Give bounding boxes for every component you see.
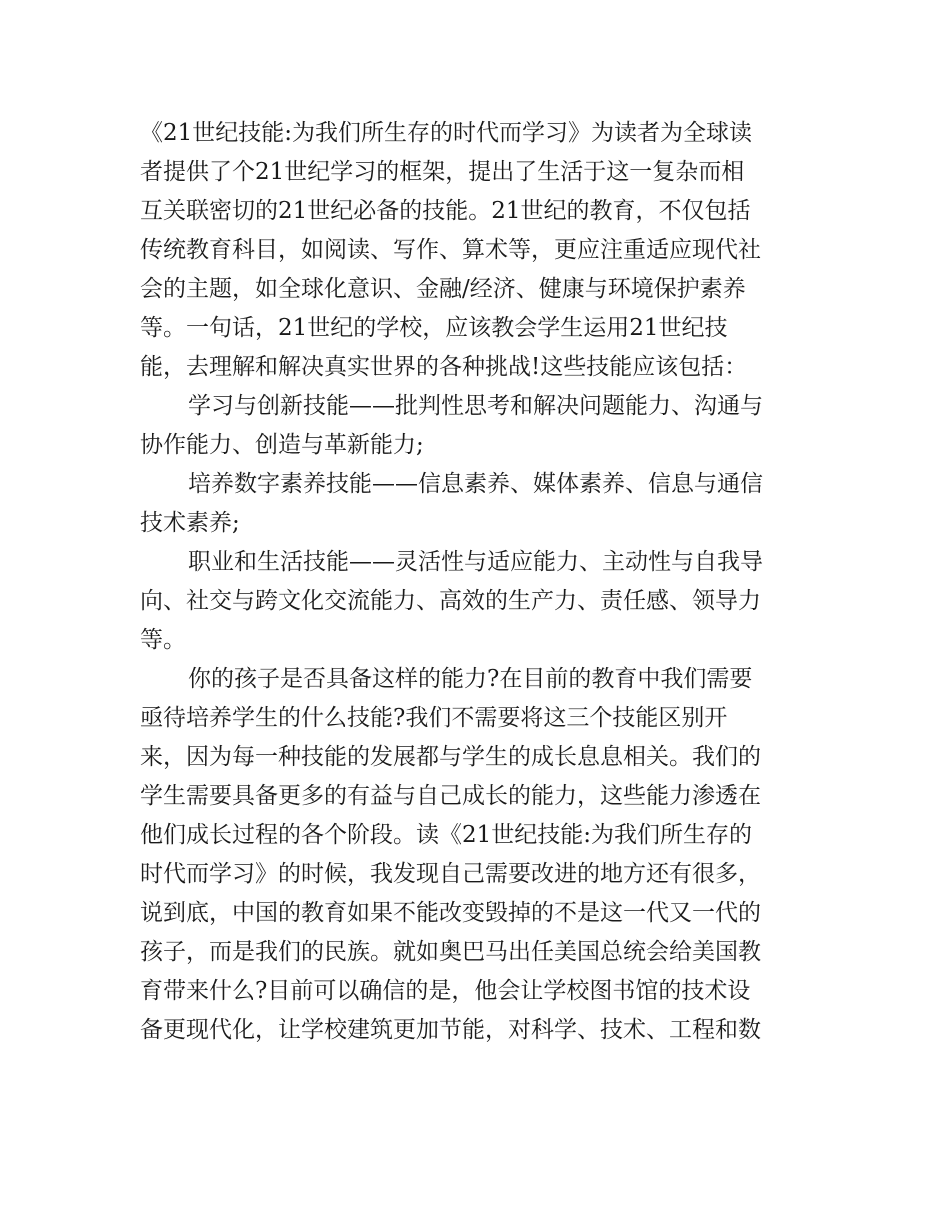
text-line: 说到底，中国的教育如果不能改变毁掉的不是这一代又一代的 [140,900,761,926]
text-line: 等。 [140,627,186,653]
text-line: 协作能力、创造与革新能力; [140,432,424,458]
paragraph-reflection [140,660,812,1050]
text-line: 者提供了个21世纪学习的框架，提出了生活于这一复杂而相 [140,159,745,185]
document-body [140,114,812,1050]
text-line: 学习与创新技能——批判性思考和解决问题能力、沟通与 [188,393,763,419]
text-line: 向、社交与跨文化交流能力、高效的生产力、责任感、领导力 [140,588,761,614]
paragraph-career-skills [140,543,812,660]
text-line: 来，因为每一种技能的发展都与学生的成长息息相关。我们的 [140,744,761,770]
text-line: 互关联密切的21世纪必备的技能。21世纪的教育，不仅包括 [140,198,751,224]
text-line: 会的主题，如全球化意识、金融/经济、健康与环境保护素养 [140,276,746,302]
text-line: 你的孩子是否具备这样的能力?在目前的教育中我们需要 [188,666,753,692]
paragraph-learning-skills [140,387,812,465]
text-line: 时代而学习》的时候，我发现自己需要改进的地方还有很多， [140,861,761,887]
text-line: 学生需要具备更多的有益与自己成长的能力，这些能力渗透在 [140,783,761,809]
text-line: 亟待培养学生的什么技能?我们不需要将这三个技能区别开 [140,705,728,731]
text-line: 备更现代化，让学校建筑更加节能，对科学、技术、工程和数 [140,1017,761,1043]
paragraph-digital-skills [140,465,812,543]
text-line: 职业和生活技能——灵活性与适应能力、主动性与自我导 [188,549,763,575]
text-line: 等。一句话，21世纪的学校，应该教会学生运用21世纪技 [140,315,728,341]
text-line: 技术素养; [140,510,240,536]
text-line: 传统教育科目，如阅读、写作、算术等，更应注重适应现代社 [140,237,761,263]
text-line: 育带来什么?目前可以确信的是，他会让学校图书馆的技术设 [140,978,751,1004]
paragraph-intro [140,114,812,387]
text-line: 他们成长过程的各个阶段。读《21世纪技能:为我们所生存的 [140,822,753,848]
text-line: 能，去理解和解决真实世界的各种挑战!这些技能应该包括： [140,354,748,380]
text-line: 《21世纪技能:为我们所生存的时代而学习》为读者为全球读 [140,120,753,146]
text-line: 培养数字素养技能——信息素养、媒体素养、信息与通信 [188,471,763,497]
text-line: 孩子，而是我们的民族。就如奥巴马出任美国总统会给美国教 [140,939,761,965]
